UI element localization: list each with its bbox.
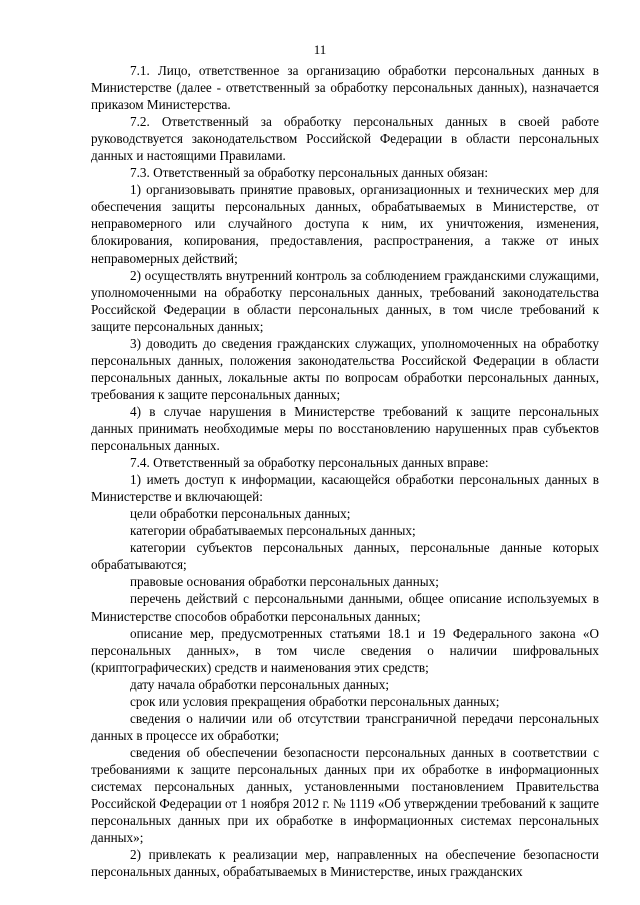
list-item-actions: перечень действий с персональными данными, общее описание используемых в Министерстве способов обработки персональных данных; (91, 591, 599, 624)
paragraph-7-3-item-1: 1) организовывать принятие правовых, организационных и технических мер для обеспечения защиты персональных данных, обрабатываемых в Министерстве, от неправомерного или случайного доступа к ним, их уничтожения, изменения, блокирования, копирования, предоставления, распространения, а также от иных неправомерных действий; (91, 182, 599, 266)
list-item-legal-grounds: правовые основания обработки персональных данных; (130, 574, 439, 590)
paragraph-7-4-heading: 7.4. Ответственный за обработку персональных данных вправе: (130, 455, 489, 471)
list-item-purposes: цели обработки персональных данных; (130, 506, 351, 522)
list-item-security: сведения об обеспечении безопасности персональных данных в соответствии с требованиями к защите персональных данных при их обработке в информационных системах персональных данных, установленными постановлением Правительства Российской Федерации от 1 ноября 2012 г. № 1119 «Об утверждении требований к защите персональных данных при их обработке в информационных системах персональных данных»; (91, 744, 599, 846)
paragraph-7-2: 7.2. Ответственный за обработку персональных данных в своей работе руководствуется законодательством Российской Федерации в области персональных данных и настоящими Правилами. (91, 114, 599, 164)
paragraph-7-1: 7.1. Лицо, ответственное за организацию обработки персональных данных в Министерстве (далее - ответственный за обработку персональных данных), назначается приказом Министерства. (91, 63, 599, 113)
paragraph-7-4-item-1: 1) иметь доступ к информации, касающейся обработки персональных данных в Министерстве и включающей: (91, 472, 599, 505)
paragraph-7-3-item-4: 4) в случае нарушения в Министерстве требований к защите персональных данных принимать необходимые меры по восстановлению нарушенных прав субъектов персональных данных. (91, 403, 599, 454)
list-item-cross-border: сведения о наличии или об отсутствии трансграничной передачи персональных данных в процессе их обработки; (91, 710, 599, 743)
document-body (91, 62, 599, 880)
paragraph-7-3-item-3: 3) доводить до сведения гражданских служащих, уполномоченных на обработку персональных данных, положения законодательства Российской Федерации в области персональных данных, локальные акты по вопросам обработки персональных данных, требования к защите персональных данных; (91, 335, 599, 402)
list-item-subject-categories: категории субъектов персональных данных, персональные данные которых обрабатываются; (91, 540, 599, 573)
paragraph-7-3-heading: 7.3. Ответственный за обработку персональных данных обязан: (130, 165, 488, 181)
list-item-termination: срок или условия прекращения обработки персональных данных; (130, 693, 500, 709)
page-number: 11 (313, 42, 327, 57)
paragraph-7-3-item-2: 2) осуществлять внутренний контроль за соблюдением гражданскими служащими, уполномоченными на обработку персональных данных, требований законодательства Российской Федерации в области персональных данных, в том числе требований к защите персональных данных; (91, 267, 599, 334)
list-item-measures: описание мер, предусмотренных статьями 18.1 и 19 Федерального закона «О персональных данных», в том числе сведения о наличии шифровальных (криптографических) средств и наименования этих средств; (91, 625, 599, 675)
paragraph-7-4-item-2: 2) привлекать к реализации мер, направленных на обеспечение безопасности персональных данных, обрабатываемых в Министерстве, иных гражданских (91, 847, 599, 880)
list-item-start-date: дату начала обработки персональных данных; (130, 676, 389, 692)
list-item-data-categories: категории обрабатываемых персональных данных; (130, 523, 416, 539)
